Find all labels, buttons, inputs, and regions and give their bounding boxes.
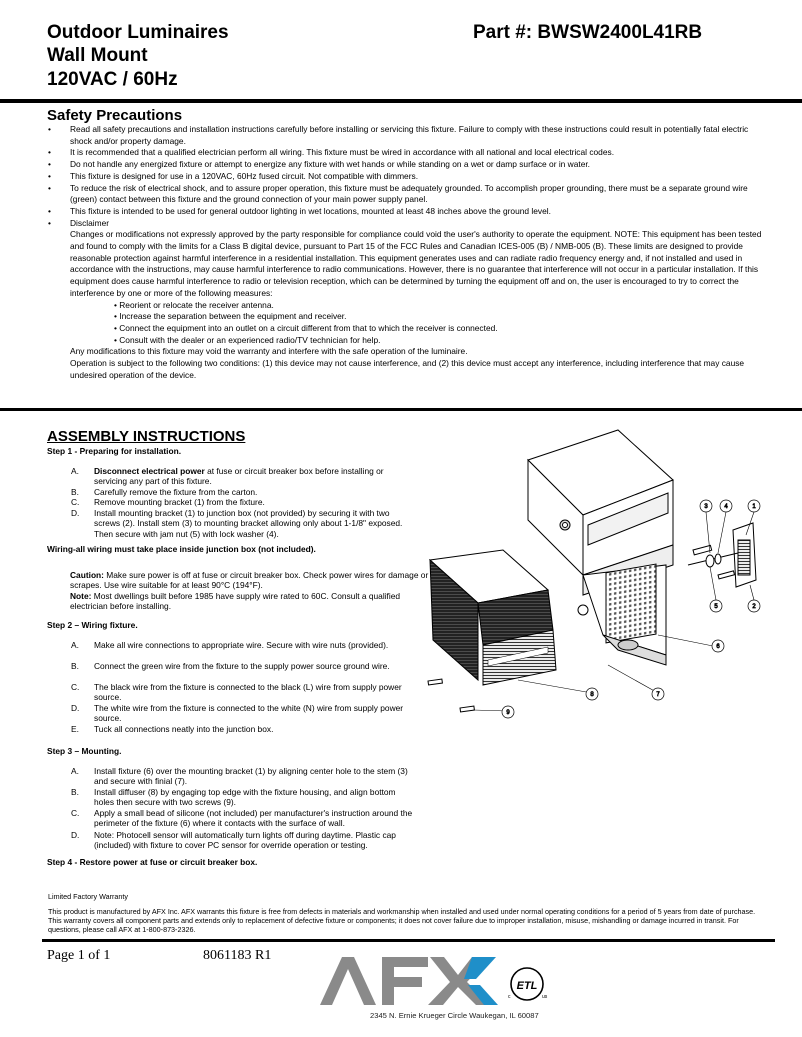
afx-logo <box>318 955 508 1007</box>
etl-cert-icon <box>505 962 553 1006</box>
measures-list <box>70 300 767 347</box>
operation-text: Operation is subject to the following two conditions: (1) this device may not cause interference, and (2) this device must accept any interference, including interference that may cause undesired operation of the device. <box>70 358 745 380</box>
address: 2345 N. Ernie Krueger Circle Waukegan, IL 60087 <box>370 1011 539 1020</box>
list-item: • It is recommended that a qualified electrician perform all wiring. This fixture must be wired in accordance with all national and local electrical codes. <box>48 147 615 158</box>
header-divider <box>0 99 802 103</box>
step2-title: Step 2 – Wiring fixture. <box>47 620 138 630</box>
warranty-text: This product is manufactured by AFX Inc. AFX warrants this fixture is free from defects in materials and workmanship when installed and used under normal operating conditions for a period of 5 years from date of purchase. This warranty covers all component parts and extends only to replacement of defective fixture or components; it does not cover failure due to improper installation, misuse, mishandling or damage incurred in transit. For questions, please call AFX at 1-800-873-2326. <box>48 907 756 934</box>
list-item: • This fixture is designed for use in a 120VAC, 60Hz fused circuit. Not compatible with dimmers. <box>48 170 419 181</box>
callout-5: 5 <box>714 604 718 610</box>
caution-text: Caution: Make sure power is off at fuse or circuit breaker box. Check power wires for damage or scrapes. Use wire suitable for at least 90°C (194°F). Note: Most dwellings built before 1985 have supply wire rated to 60C. Consult a qualified electrician before installing. <box>70 570 429 612</box>
step4-title: Step 4 - Restore power at fuse or circuit breaker box. <box>47 857 258 867</box>
list-item: • Consult with the dealer or an experienced radio/TV technician for help. <box>114 334 381 345</box>
afx-logo-text: AFX <box>318 955 320 956</box>
safety-bullet-list <box>47 124 767 381</box>
list-item: • Increase the separation between the equipment and receiver. <box>114 311 347 322</box>
callout-3: 3 <box>704 504 708 510</box>
safety-heading: Safety Precautions <box>47 107 183 124</box>
step3-title: Step 3 – Mounting. <box>47 746 122 756</box>
title-line-1: Outdoor Luminaires <box>47 22 229 43</box>
wiring-note: Wiring-all wiring must take place inside junction box (not included). <box>47 544 316 554</box>
callout-6: 6 <box>716 644 720 650</box>
warranty-title: Limited Factory Warranty <box>48 892 129 901</box>
svg-text:c: c <box>508 994 511 1000</box>
callout-1: 1 <box>752 504 756 510</box>
step1-title: Step 1 - Preparing for installation. <box>47 446 182 456</box>
assembly-heading: ASSEMBLY INSTRUCTIONS <box>47 428 246 445</box>
list-item: • Connect the equipment into an outlet on a circuit different from that to which the receiver is connected. <box>114 322 498 333</box>
page-number: Page 1 of 1 <box>47 948 111 963</box>
list-item: • Do not handle any energized fixture or attempt to energize any fixture with wet hands or while standing on a wet or damp surface or in water. <box>48 159 591 170</box>
svg-text:us: us <box>542 994 548 1000</box>
svg-text:ETL: ETL <box>516 980 538 992</box>
callout-8: 8 <box>590 692 594 698</box>
part-number: Part #: BWSW2400L41RB <box>473 22 703 43</box>
disclaimer-label: Disclaimer <box>70 217 110 228</box>
doc-number: 8061183 R1 <box>203 948 272 963</box>
disclaimer-text: Changes or modifications not expressly approved by the party responsible for compliance could void the user's authority to operate the equipment. NOTE: This equipment has been tested and found to comply with the limits for a Class B digital device, pursuant to Part 15 of the FCC Rules and Canadian ICES-005 (B) / NMB-005 (B). These limits are designed to provide reasonable protection against harmful interference in a residential installation. This equipment generates uses and can radiate radio frequency energy and, if not installed and used in accordance with the instructions, may cause harmful interference to radio communications. However, there is no guarantee that interference will not occur in a particular installation. If this equipment does cause harmful interference to radio or television reception, which can be determined by turning the equipment off and on, the user is encouraged to try to correct the interference by one or more of the following measures: <box>70 229 762 298</box>
disclaimer-item: • Disclaimer Changes or modifications not expressly approved by the party responsible for compliance could void the user's authority to operate the equipment. NOTE: This equipment has been tested and found to comply with the limits for a Class B digital device, pursuant to Part 15 of the FCC Rules and Canadian ICES-005 (B) / NMB-005 (B). These limits are designed to provide reasonable protection against harmful interference in a residential installation. This equipment generates uses and can radiate radio frequency energy and, if not installed and used in accordance with the instructions, may cause harmful interference to radio communications. However, there is no guarantee that interference will not occur in a particular installation. If this equipment does cause harmful interference to radio or television reception, which can be determined by turning the equipment off and on, the user is encouraged to try to correct the interference by one or more of the following measures: • Reorient or relocate the receiver antenna. • Increase the separation between the equipment and receiver. • Connect the equipment into an outlet on a circuit different from that to which the receiver is connected. • Consult with the dealer or an experienced radio/TV technician for help. Any modifications to this fixture may void the warranty and interfere with the safe operation of the luminaire. Operation is subject to the following two conditions: (1) this device may not cause interference, and (2) this device must accept any interference, including interference that may cause undesired operation of the device. <box>47 218 767 382</box>
title-line-2: Wall Mount <box>47 45 148 66</box>
diffuser <box>430 550 556 685</box>
modification-text: Any modifications to this fixture may void the warranty and interfere with the safe operation of the luminaire. <box>70 346 468 357</box>
title-line-3: 120VAC / 60Hz <box>47 69 178 90</box>
list-item: • To reduce the risk of electrical shock, and to assure proper operation, this fixture must be adequately grounded. To accomplish proper grounding, there must be a separate ground wire (green) contact between this fixture and the ground connection of your main power supply panel. <box>48 182 748 205</box>
safety-divider <box>0 408 802 411</box>
list-item: • Read all safety precautions and installation instructions carefully before installing or servicing this fixture. Failure to comply with these instructions could result in potentially fatal electric shock and/or property damage. <box>48 124 749 146</box>
callout-4: 4 <box>724 504 728 510</box>
callout-2: 2 <box>752 604 756 610</box>
callout-7: 7 <box>656 692 660 698</box>
footer-divider <box>42 939 775 942</box>
list-item: • This fixture is intended to be used for general outdoor lighting in wet locations, mounted at least 48 inches above the ground level. <box>48 205 551 216</box>
fixture-exploded-diagram <box>418 425 778 725</box>
list-item: • Reorient or relocate the receiver antenna. <box>114 299 274 310</box>
callout-9: 9 <box>506 710 510 716</box>
screws <box>428 679 474 712</box>
